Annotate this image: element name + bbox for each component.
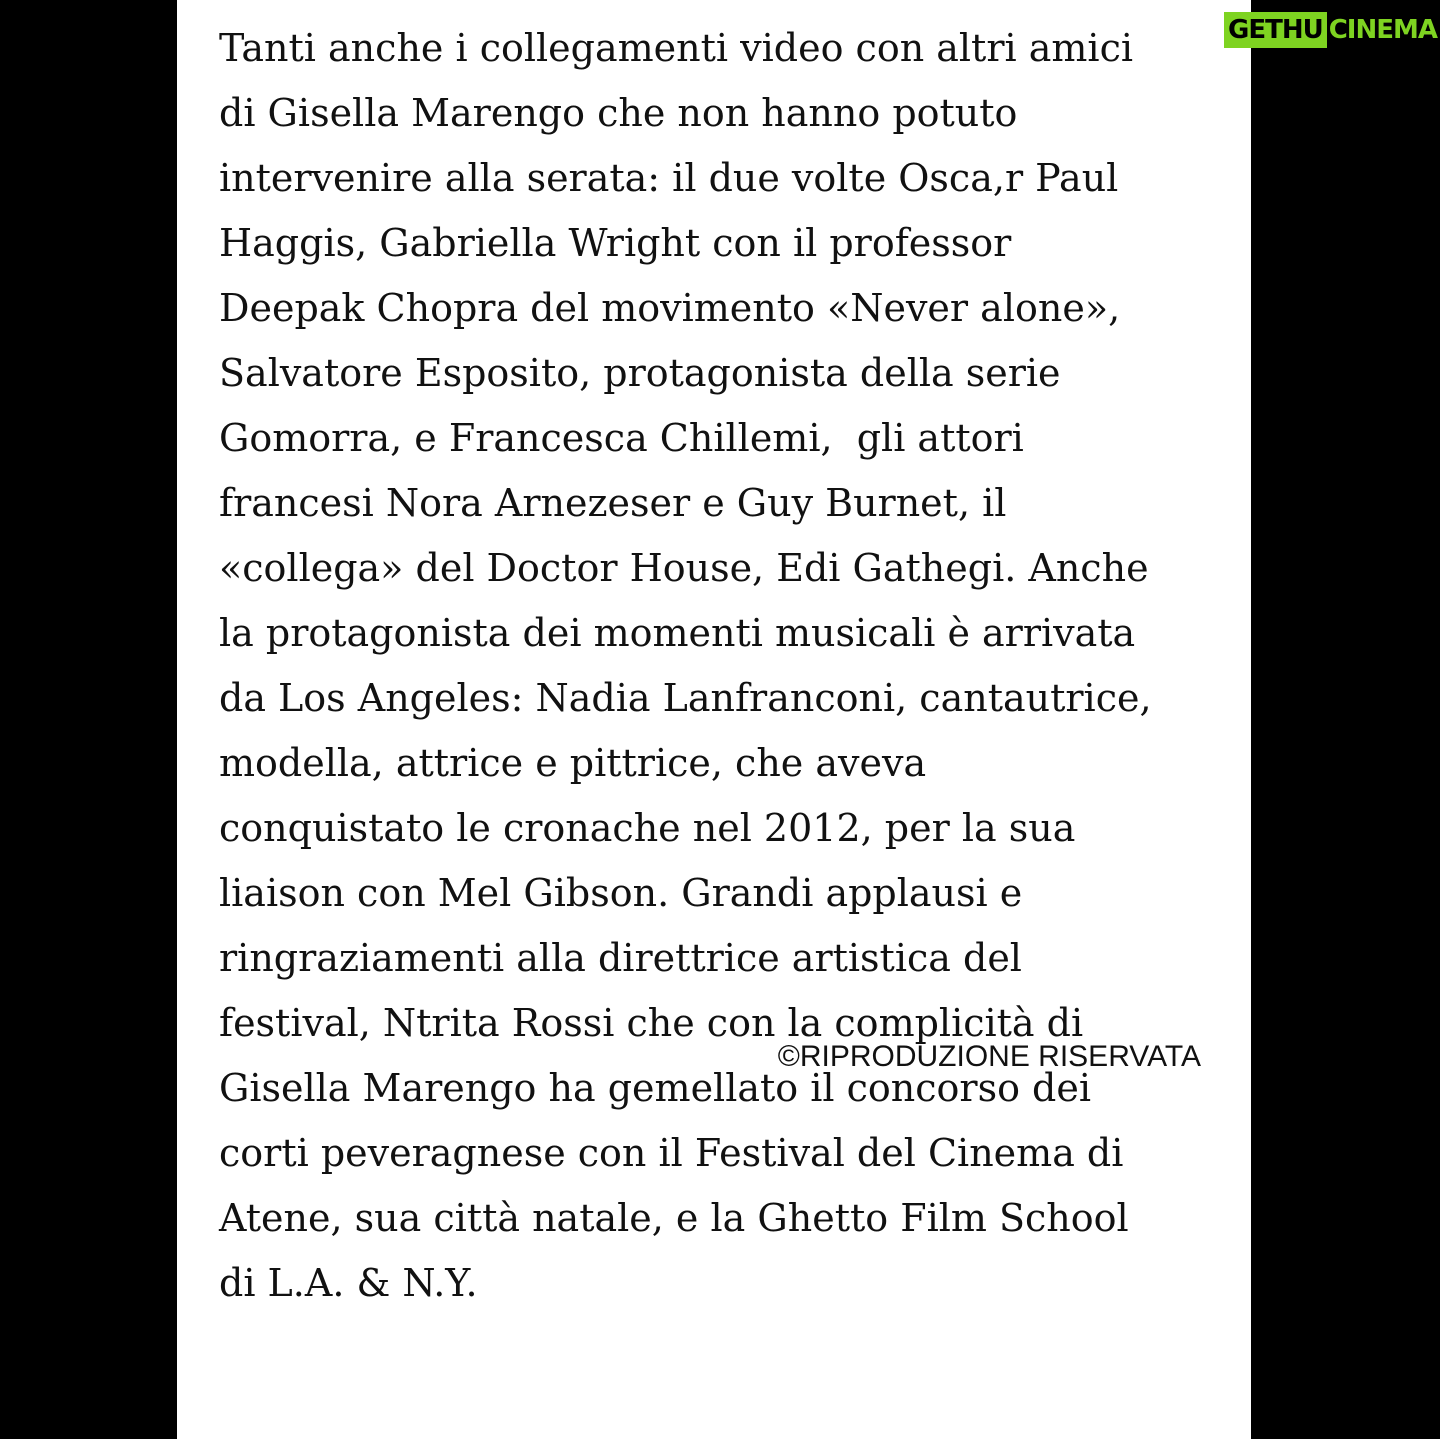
article-line: Deepak Chopra del movimento «Never alone», [219,286,1121,330]
article-line: Atene, sua città natale, e la Ghetto Film School [219,1196,1129,1240]
article-line: «collega» del Doctor House, Edi Gathegi. Anche [219,546,1149,590]
article-line: Gisella Marengo ha gemellato il concorso dei [219,1066,1092,1110]
logo-boxed-text: GETHU [1224,12,1327,48]
article-line: festival, Ntrita Rossi che con la complicità di [219,1001,1084,1045]
article-panel [177,0,1251,1439]
gethu-cinema-logo [1224,10,1437,50]
logo-rest-text: CINEMA [1328,15,1437,45]
article-line: liaison con Mel Gibson. Grandi applausi e [219,871,1023,915]
article-line: Gomorra, e Francesca Chillemi, gli attori [219,416,1024,460]
article-line: di L.A. & N.Y. [219,1261,478,1305]
article-line: la protagonista dei momenti musicali è arrivata [219,611,1136,655]
article-line: conquistato le cronache nel 2012, per la sua [219,806,1076,850]
article-line: ringraziamenti alla direttrice artistica del [219,936,1022,980]
article-line: Tanti anche i collegamenti video con altri amici [219,26,1134,70]
article-line: da Los Angeles: Nadia Lanfranconi, cantautrice, [219,676,1152,720]
article-line: francesi Nora Arnezeser e Guy Burnet, il [219,481,1007,525]
copyright-notice: ©RIPRODUZIONE RISERVATA [777,1040,1201,1073]
article-line: Haggis, Gabriella Wright con il professor [219,221,1012,265]
article-line: di Gisella Marengo che non hanno potuto [219,91,1018,135]
article-line: intervenire alla serata: il due volte Osca,r Paul [219,156,1119,200]
article-line: corti peveragnese con il Festival del Cinema di [219,1131,1124,1175]
article-line: Salvatore Esposito, protagonista della serie [219,351,1061,395]
article-body [219,16,1229,1316]
article-line: modella, attrice e pittrice, che aveva [219,741,927,785]
